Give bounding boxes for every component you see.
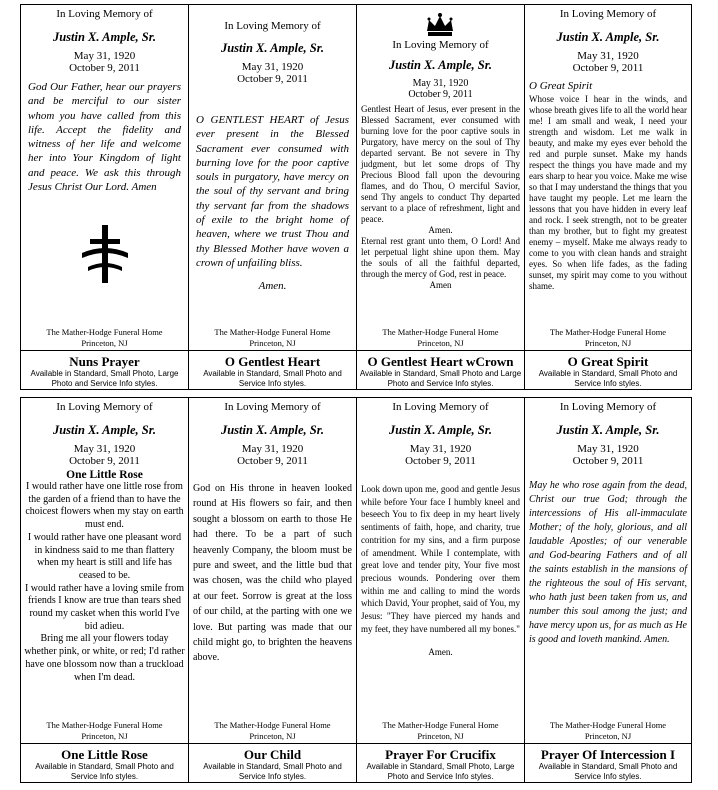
availability-text: Available in Standard, Small Photo and Service Info styles. bbox=[203, 369, 342, 388]
decedent-name: Justin X. Ample, Sr. bbox=[388, 423, 493, 437]
card-label bbox=[21, 743, 188, 783]
death-date: October 9, 2011 bbox=[69, 62, 140, 74]
death-date: October 9, 2011 bbox=[237, 73, 308, 85]
card-nuns-prayer[interactable] bbox=[20, 4, 188, 390]
birth-date: May 31, 1920 bbox=[577, 50, 639, 62]
prayer-text: God Our Father, hear our prayers and be merciful to our sister whom you have called from this life. Accept the fidelity and witness of her life and welcome her into Your Kingdom of light and peace. We ask this through Jesus Christ Our Lord. Amen bbox=[28, 81, 181, 194]
card-panel bbox=[189, 398, 356, 743]
prayer-text: Whose voice I hear in the winds, and whose breath gives life to all the world hear me! I am small and weak, I need your strength and wisdom. Let me walk in beauty, and make my eyes ever behold the red and purple sunset. Make my hands respect the things you have made and my ears sharp to hear you voice. Make me wise so that I may understand the things that you have taught my people. Let me learn the lessons that you have hidden in every leaf and rock. I seek strength, not to be greater than my brother, but to fight my greatest enemy – myself. Make me always ready to come to you with clean hands and straight eyes. So when life fades, as the fading sunset, my spirit may come to you without shame. bbox=[529, 93, 687, 291]
card-o-gentlest-heart-wcrown[interactable] bbox=[356, 4, 524, 390]
poem-title: One Little Rose bbox=[66, 469, 143, 481]
card-o-great-spirit[interactable] bbox=[524, 4, 692, 390]
card-panel bbox=[189, 5, 356, 350]
card-row-1 bbox=[20, 4, 695, 390]
card-panel bbox=[357, 398, 524, 743]
card-title: Prayer For Crucifix bbox=[385, 747, 496, 762]
card-heading: In Loving Memory of bbox=[224, 20, 321, 32]
birth-date: May 31, 1920 bbox=[241, 443, 304, 455]
poem-text: I would rather have one little rose from the garden of a friend than to have the choicest flowers when my stay on earth must end. I would rather have one pleasant word in kindness said to me than flattery when my heart is still and life has ceased to be. I would rather have a loving smile from friends I know are true than tears shed round my casket when this world I've bid adieu. Bring me all your flowers today whether pink, or white, or red; I'd rather have one blossom now than a truckload when I'm dead. bbox=[24, 481, 185, 683]
card-our-child[interactable] bbox=[188, 397, 356, 783]
availability-text: Available in Standard, Small Photo, Large Photo and Service Info styles. bbox=[30, 369, 179, 388]
decedent-name: Justin X. Ample, Sr. bbox=[388, 58, 493, 72]
prayer-subtitle: O Great Spirit bbox=[529, 80, 593, 92]
card-o-gentlest-heart[interactable] bbox=[188, 4, 356, 390]
card-label bbox=[189, 743, 356, 783]
decedent-name: Justin X. Ample, Sr. bbox=[220, 41, 325, 55]
cross-icon bbox=[78, 223, 132, 285]
prayer-text-2: Eternal rest grant unto them, O Lord! And let perpetual light shine upon them. May the souls of all the faithful departed, through the mercy of God, rest in peace. bbox=[361, 236, 520, 279]
availability-text: Available in Standard, Small Photo and Large Photo and Service Info styles. bbox=[359, 369, 522, 388]
funeral-home-city: Princeton, NJ bbox=[249, 338, 296, 348]
availability-text: Available in Standard, Small Photo, Large Photo and Service Info styles. bbox=[366, 762, 515, 781]
memorial-card-grid bbox=[20, 4, 695, 783]
card-panel bbox=[357, 5, 524, 350]
decedent-name: Justin X. Ample, Sr. bbox=[52, 423, 157, 437]
funeral-home-city: Princeton, NJ bbox=[584, 338, 632, 348]
card-title: O Gentlest Heart wCrown bbox=[367, 354, 514, 369]
birth-date: May 31, 1920 bbox=[73, 443, 136, 455]
card-label bbox=[525, 350, 691, 390]
card-label bbox=[21, 350, 188, 390]
amen-text-2: Amen bbox=[429, 280, 452, 290]
funeral-home: The Mather-Hodge Funeral Home bbox=[382, 327, 499, 337]
card-title: Nuns Prayer bbox=[69, 354, 140, 369]
card-title: O Great Spirit bbox=[567, 354, 649, 369]
death-date: October 9, 2011 bbox=[405, 455, 476, 467]
card-heading: In Loving Memory of bbox=[559, 401, 657, 413]
card-panel bbox=[21, 398, 188, 743]
funeral-home-city: Princeton, NJ bbox=[249, 731, 296, 741]
prayer-text: May he who rose again from the dead, Christ our true God; through the intercessions of His all-immaculate Mother; of the holy, glorious, and all laudable Apostles; of our venerable and God-bearing Fathers and of all the saints establish in the mansions of the righteous the soul of His servant, who hath just been taken from us, and number this soul among the just; and have mercy upon us, for as much as He is good and loveth mankind. Amen. bbox=[529, 480, 687, 645]
funeral-home-city: Princeton, NJ bbox=[417, 338, 464, 348]
birth-date: May 31, 1920 bbox=[241, 61, 304, 73]
death-date: October 9, 2011 bbox=[572, 62, 644, 74]
card-one-little-rose[interactable] bbox=[20, 397, 188, 783]
availability-text: Available in Standard, Small Photo and Service Info styles. bbox=[538, 762, 678, 781]
birth-date: May 31, 1920 bbox=[73, 50, 136, 62]
prayer-text: O GENTLEST HEART of Jesus ever present in the Blessed Sacrament ever consumed with burning love for the poor captive souls in purgatory, have mercy on the soul of thy servant and bring thy servant far from the shadows of exile to the bright home of heaven, where we trust Thou and thy Blessed Mother have woven a crown of unfailing bliss. bbox=[196, 114, 349, 269]
card-heading: In Loving Memory of bbox=[392, 39, 489, 51]
card-title: O Gentlest Heart bbox=[224, 354, 321, 369]
card-label bbox=[525, 743, 691, 783]
availability-text: Available in Standard, Small Photo and Service Info styles. bbox=[203, 762, 342, 781]
funeral-home: The Mather-Hodge Funeral Home bbox=[214, 720, 331, 730]
death-date: October 9, 2011 bbox=[237, 455, 308, 467]
decedent-name: Justin X. Ample, Sr. bbox=[220, 423, 325, 437]
prayer-text: Look down upon me, good and gentle Jesus while before Your face I humbly kneel and beseech You to fix deep in my heart lively sentiments of faith, hope, and charity, true contrition for my sins, and a firm purpose of amendment. While I contemplate, with great love and tender pity, Your five most precious wounds. Pondering over them within me and calling to mind the words which David, Your prophet, said of You, my Jesus: "They have pierced my hands and my feet, they have numbered all my bones." bbox=[361, 484, 521, 634]
death-date: October 9, 2011 bbox=[408, 89, 473, 100]
funeral-home: The Mather-Hodge Funeral Home bbox=[549, 327, 667, 337]
card-heading: In Loving Memory of bbox=[56, 401, 153, 413]
card-prayer-for-crucifix[interactable] bbox=[356, 397, 524, 783]
card-heading: In Loving Memory of bbox=[56, 8, 153, 20]
card-label bbox=[189, 350, 356, 390]
availability-text: Available in Standard, Small Photo and Service Info styles. bbox=[538, 369, 678, 388]
birth-date: May 31, 1920 bbox=[577, 443, 639, 455]
card-title: Prayer Of Intercession I bbox=[540, 747, 676, 762]
funeral-home: The Mather-Hodge Funeral Home bbox=[46, 327, 163, 337]
prayer-text: Gentlest Heart of Jesus, ever present in the Blessed Sacrament, ever consumed with burning love for the poor captive souls in Purgatory, have mercy on the soul of Thy departed servant. Be not severe in Thy judgment, but let some drops of Thy Precious Blood fall upon the devouring flames, and do Thou, O merciful Savior, send Thy angels to conduct Thy departed servant to a place of refreshment, light and peace. bbox=[361, 104, 520, 224]
card-panel bbox=[525, 5, 691, 350]
amen-text: Amen. bbox=[428, 647, 453, 658]
card-panel bbox=[525, 398, 691, 743]
crown-icon bbox=[425, 13, 455, 37]
birth-date: May 31, 1920 bbox=[409, 443, 472, 455]
death-date: October 9, 2011 bbox=[572, 455, 644, 467]
funeral-home-city: Princeton, NJ bbox=[81, 731, 128, 741]
funeral-home: The Mather-Hodge Funeral Home bbox=[382, 720, 499, 730]
card-panel bbox=[21, 5, 188, 350]
amen-text: Amen. bbox=[258, 280, 287, 293]
decedent-name: Justin X. Ample, Sr. bbox=[52, 30, 157, 44]
card-row-2 bbox=[20, 397, 695, 783]
funeral-home-city: Princeton, NJ bbox=[81, 338, 128, 348]
card-label bbox=[357, 350, 524, 390]
card-heading: In Loving Memory of bbox=[392, 401, 489, 413]
card-prayer-of-intercession[interactable] bbox=[524, 397, 692, 783]
funeral-home: The Mather-Hodge Funeral Home bbox=[46, 720, 163, 730]
birth-date: May 31, 1920 bbox=[412, 78, 469, 89]
card-title: Our Child bbox=[243, 747, 302, 762]
decedent-name: Justin X. Ample, Sr. bbox=[556, 423, 660, 437]
decedent-name: Justin X. Ample, Sr. bbox=[556, 30, 660, 44]
funeral-home-city: Princeton, NJ bbox=[584, 731, 632, 741]
amen-text: Amen. bbox=[428, 225, 453, 235]
funeral-home-city: Princeton, NJ bbox=[417, 731, 464, 741]
card-heading: In Loving Memory of bbox=[224, 401, 321, 413]
death-date: October 9, 2011 bbox=[69, 455, 140, 467]
availability-text: Available in Standard, Small Photo and Service Info styles. bbox=[35, 762, 174, 781]
poem-text: God on His throne in heaven looked round at His flowers so fair, and then sought a blossom on earth to those He had there. To be a part of such heavenly Company, the bloom must be pure and sweet, and the little bud that was chosen, was the child who played at our feet. Sorrow is great at the loss of our child, at the parting with one we love. But parting was made that our child might go, to brighten the heavens above. bbox=[193, 483, 352, 664]
card-heading: In Loving Memory of bbox=[559, 8, 657, 20]
card-title: One Little Rose bbox=[61, 747, 148, 762]
card-label bbox=[357, 743, 524, 783]
funeral-home: The Mather-Hodge Funeral Home bbox=[549, 720, 667, 730]
funeral-home: The Mather-Hodge Funeral Home bbox=[214, 327, 331, 337]
